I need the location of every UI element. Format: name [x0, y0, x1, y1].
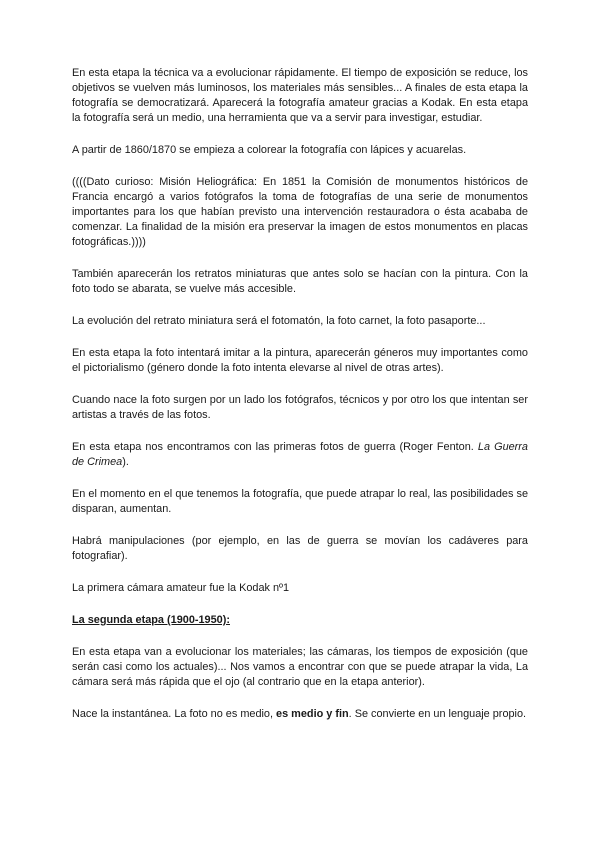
instantanea-end: . Se convierte en un lenguaje propio.	[348, 708, 527, 720]
paragraph-miniature-portraits: También aparecerán los retratos miniaturas que antes solo se hacían con la pintura. Con la foto todo se abarata, se vuelve más accesible.	[72, 268, 528, 295]
paragraph-kodak: La primera cámara amateur fue la Kodak nº1	[72, 582, 290, 594]
war-photos-text: En esta etapa nos encontramos con las primeras fotos de guerra (Roger Fenton.	[72, 441, 478, 453]
paragraph-materials: En esta etapa van a evolucionar los materiales; las cámaras, los tiempos de exposición (que serán casi como los actuales)... Nos vamos a encontrar con que se puede atrapar la vida, La cámara será más rápida que el ojo (al contrario que en la etapa anterior).	[72, 646, 528, 688]
paragraph-pictorialism: En esta etapa la foto intentará imitar a la pintura, aparecerán géneros muy importantes como el pictorialismo (género donde la foto intenta elevarse al nivel de otras artes).	[72, 347, 528, 374]
paragraph-fotomaton: La evolución del retrato miniatura será el fotomatón, la foto carnet, la foto pasaporte...	[72, 315, 486, 327]
paragraph-technique-evolution: En esta etapa la técnica va a evolucionar rápidamente. El tiempo de exposición se reduce, los objetivos se vuelven más luminosos, los materiales más sensibles... A finales de esta etapa la fotografía se democratizará. Aparecerá la fotografía amateur gracias a Kodak. En esta etapa la fotografía será un medio, una herramienta que va a servir para investigar, estudiar.	[72, 67, 528, 124]
paragraph-manipulations: Habrá manipulaciones (por ejemplo, en las de guerra se movían los cadáveres para fotografiar).	[72, 535, 528, 562]
instantanea-bold: es medio y fin	[276, 708, 349, 720]
document-page	[72, 66, 528, 739]
paragraph-photographers-artists: Cuando nace la foto surgen por un lado los fotógrafos, técnicos y por otro los que intentan ser artistas a través de las fotos.	[72, 394, 528, 421]
paragraph-mision-heliografica: ((((Dato curioso: Misión Heliográfica: En 1851 la Comisión de monumentos históricos de Francia encargó a varios fotógrafos la toma de fotografías de una serie de monumentos importantes para los que habían previsto una intervención restauradora o ésta acababa de comenzar. La finalidad de la misión era preservar la imagen de estos monumentos en placas fotográficas.))))	[72, 176, 528, 248]
paragraph-possibilities: En el momento en el que tenemos la fotografía, que puede atrapar lo real, las posibilidades se disparan, aumentan.	[72, 488, 528, 515]
war-photos-end: ).	[122, 456, 129, 468]
paragraph-coloring: A partir de 1860/1870 se empieza a colorear la fotografía con lápices y acuarelas.	[72, 144, 467, 156]
instantanea-text: Nace la instantánea. La foto no es medio,	[72, 708, 277, 720]
paragraph-war-photos	[72, 440, 528, 470]
section-heading: La segunda etapa (1900-1950):	[72, 614, 230, 626]
war-photos-title: La Guerra de Crimea	[72, 441, 528, 468]
paragraph-instantanea	[72, 707, 528, 722]
